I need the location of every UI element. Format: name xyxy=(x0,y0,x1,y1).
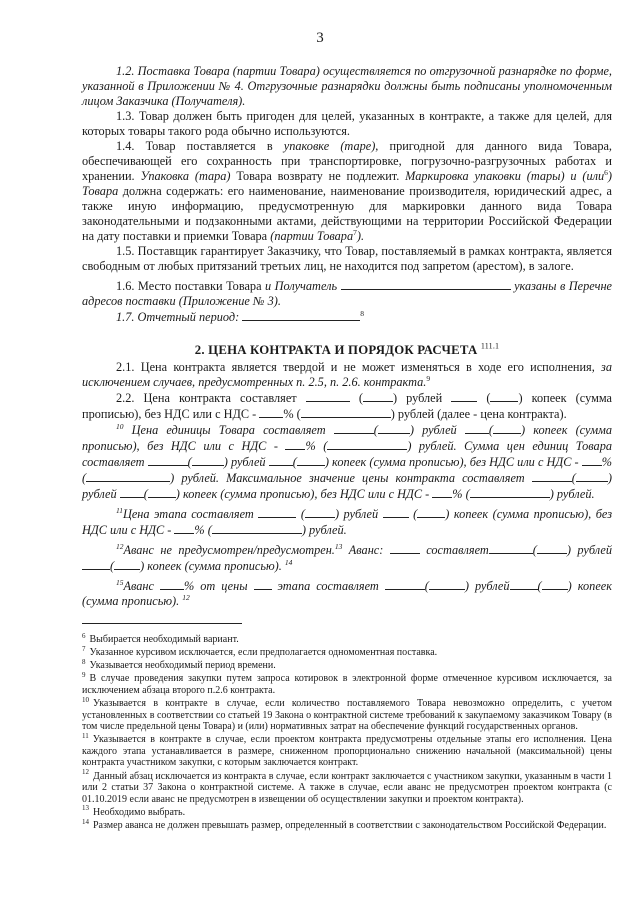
clause-2-1: 2.1. Цена контракта является твердой и не может изменяться в ходе его исполнения, за исключением случаев, предусмотренных п. 2.5, п. 2.6. контракта.$^9$ xyxy=(82,360,612,389)
footnote: $^{13}$ Необходимо выбрать. xyxy=(82,804,186,818)
clause-1-6: 1.6. Место поставки Товара и Получатель указаны в Перечне адресов поставки (Приложение № 3). xyxy=(82,279,613,308)
page-number: 3 xyxy=(316,30,324,46)
clause-2-2: 2.2. Цена контракта составляет ( ) рублей ( ) копеек (сумма прописью), без НДС или с НДС - % ( ) рублей (далее - цена контракта). xyxy=(82,391,612,421)
footnote: $^6$ Выбирается необходимый вариант. xyxy=(82,631,239,645)
footnote-ref-6: 6 xyxy=(604,167,608,177)
footnote: $^{14}$ Размер аванса не должен превышать размер, определенный в соответствии с законодательством Российской Федерации. xyxy=(82,817,607,831)
blank-field xyxy=(341,278,511,290)
footnote: $^7$ Указанное курсивом исключается, если предполагается одномоментная поставка. xyxy=(82,644,438,659)
clause-stage-price: $^{11}$Цена этапа составляет ( ) рублей ( ) копеек (сумма прописью), без НДС или с НДС - % ( ) рублей. xyxy=(82,505,613,537)
footnote: $^9$ В случае проведения закупки путем запроса котировок в электронной форме отмеченное курсивом исключается, за исключением абзаца второго п.2.6 контракта. xyxy=(82,670,612,696)
document-body xyxy=(82,64,612,833)
footnote-separator xyxy=(82,623,242,624)
footnote: $^{12}$ Данный абзац исключается из контракта в случае, если контракт заключается с участником закупки, указанным в части 1 или 2 статьи 37 Закона о контрактной системе. А также в случае, если аванс не предусмотрен проектом контракта (с 01.10.2019 если аванс не предусмотрен в извещении об осуществлении закупки и проектом контракта). xyxy=(82,768,612,805)
clause-1-5: 1.5. Поставщик гарантирует Заказчику, что Товар, поставляемый в рамках контракта, является свободным от любых притязаний третьих лиц, не находится под запретом (арестом), в залоге. xyxy=(82,244,612,273)
clause-1-3: 1.3. Товар должен быть пригоден для целей, указанных в контракте, а также для целей, для которых товары такого рода обычно используются. xyxy=(82,109,612,138)
clause-1-2: 1.2. Поставка Товара (партии Товара) осуществляется по отгрузочной разнарядке по форме, указанной в Приложении № 4. Отгрузочные разнарядки должны быть подписаны уполномоченным лицом Заказчика (Получателя). xyxy=(82,64,612,108)
blank-field xyxy=(242,309,360,321)
footnote: $^8$ Указывается необходимый период времени. xyxy=(82,657,276,672)
section-2-heading: 2. ЦЕНА КОНТРАКТА И ПОРЯДОК РАСЧЕТА $^{111.1}$ xyxy=(194,341,500,357)
footnote-ref-7: 7 xyxy=(353,227,357,237)
clause-advance: $^{12}$Аванс не предусмотрен/предусмотрен.$^{13}$ Аванс: составляет ( ) рублей( ) копеек (сумма прописью). $^{14}$ xyxy=(82,542,612,574)
clause-unit-price: $^{10}$ Цена единицы Товара составляет ( ) рублей ( ) копеек (сумма прописью), без НДС или с НДС - % ( ) рублей. Сумма цен единиц Товара составляет ( ) рублей ( ) копеек (сумма прописью), без НДС или с НДС - % ( ) рублей. Максимальное значение цены контракта составляет ( ) рублей ( ) копеек (сумма прописью), без НДС или с НДС - % ( ) рублей. xyxy=(82,421,613,501)
clause-1-7: 1.7. Отчетный период: $^8$ xyxy=(116,308,365,324)
footnotes xyxy=(82,631,612,832)
clause-advance-stage: $^{15}$Аванс % от цены этапа составляет ( ) рублей ( ) копеек (сумма прописью). $^{12}$ xyxy=(82,577,612,608)
clause-1-4: 1.4. Товар поставляется в упаковке (таре), пригодной для данного вида Товара, обеспечивающей его сохранность при транспортировке, погрузочно-разгрузочных работах и хранении. Упаковка (тара) Товара возврату не подлежит. Маркировка упаковки (тары) и (или$^6$) Товара должна содержать: его наименование, наименование производителя, юридический адрес, а также иную информацию, предусмотренную для маркировки данного вида Товара законодательными и подзаконными актами, действующими на территории Российской Федерации на дату поставки и приемки Товара (партии Товара$^7$). xyxy=(82,139,612,243)
footnote: $^{11}$ Указывается в контракте в случае, если проектом контракта предусмотрены отдельные этапы его исполнения. Цена каждого этапа устанавливается в размере, сниженном пропорционально снижению начальной (максимальной) цены контракта участником закупки, с которым заключается контракт. xyxy=(82,731,612,769)
footnote: $^{10}$ Указывается в контракте в случае, если количество поставляемого Товара невозможно определить, с учетом установленных в соответствии со статьей 19 Закона о контрактной системе требований к закупаемому заказчиком Товару (в том числе предельной цены Товара) и (или) нормативных затрат на обеспечение функций государственных органов. xyxy=(82,695,612,733)
